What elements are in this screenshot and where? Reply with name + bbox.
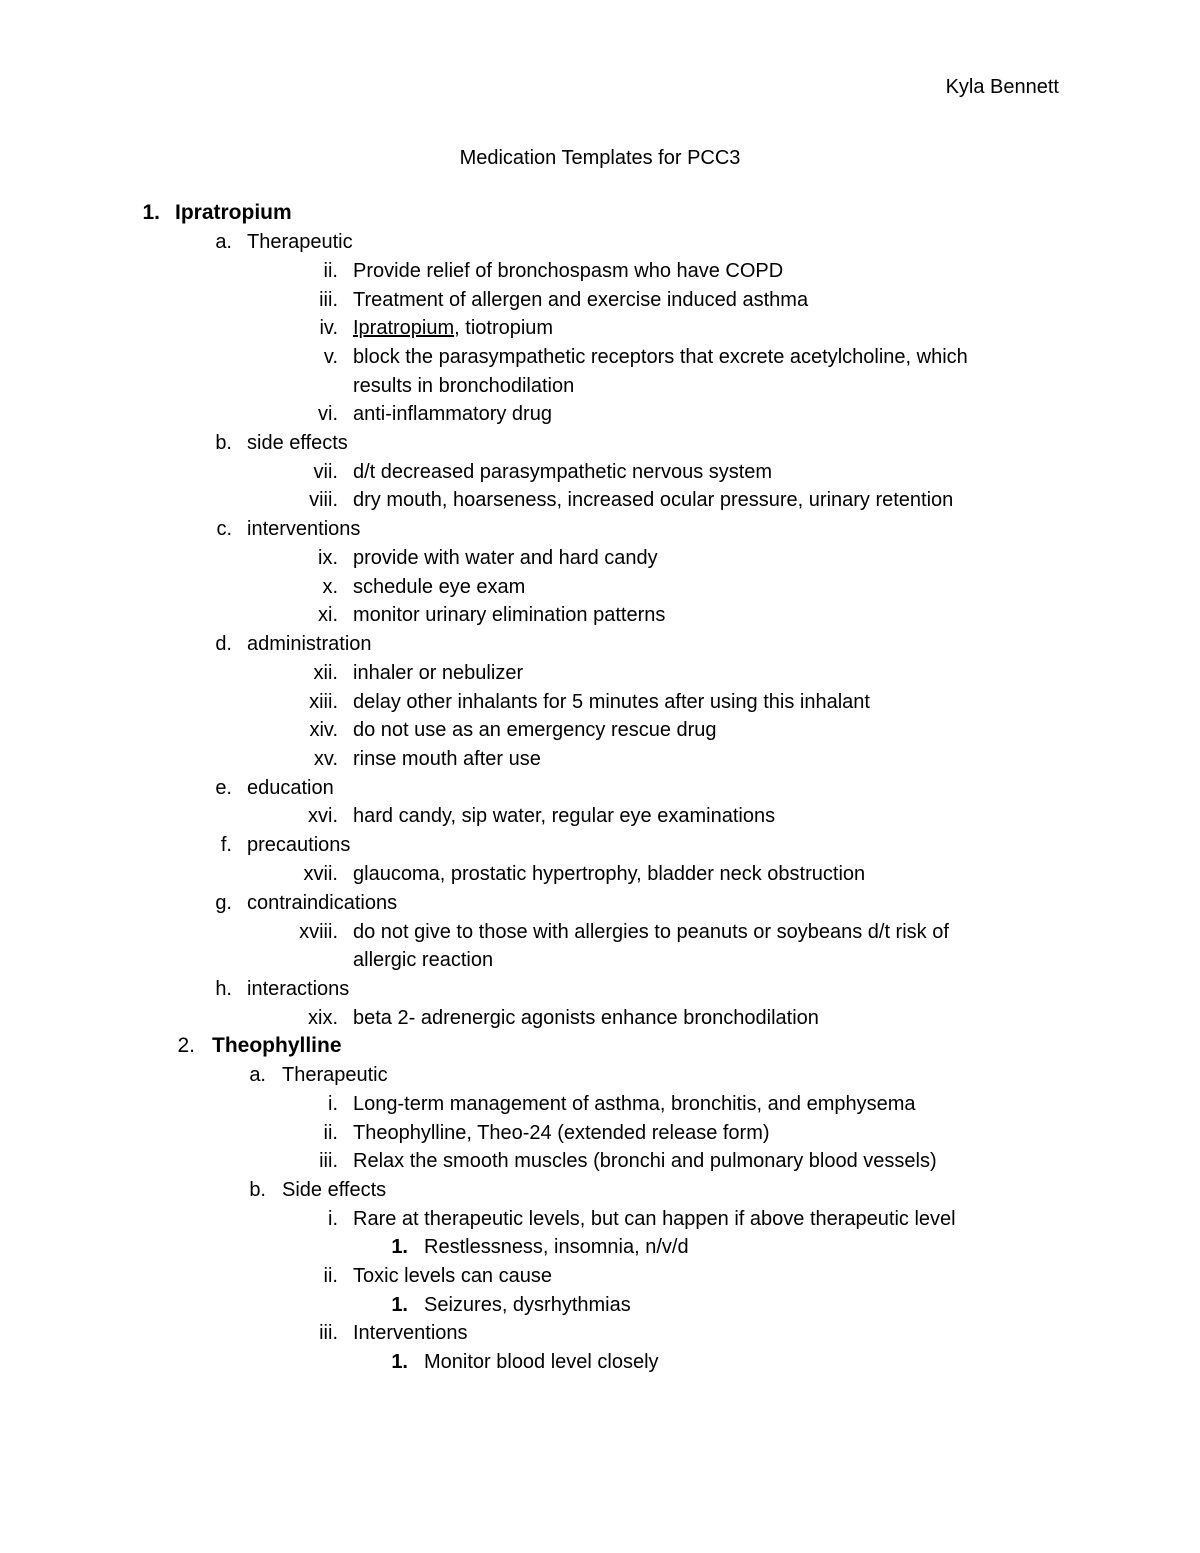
author-name: Kyla Bennett [945, 76, 1059, 98]
underlined-term: Ipratropium [353, 317, 455, 339]
document-page: Kyla Bennett Medication Templates for PCC3 1. Ipratropium a. Therapeutic ii. Provide relief of bronchospasm who have COPD iii. Treatment of allergen and exercise induced asthma iv. Ipratropium, tiotropium v. block the parasympathetic receptors that excrete acetylcholine, which results in bronchodilation vi. anti-inflammatory drug b. side effects vii. d/t decreased parasympathetic nervous system viii. dry mouth, hoarseness, increased ocular pressure, urinary retention c. interventions ix. provide with water and hard candy x. schedule eye exam xi. monitor urinary elimination patterns d. administration xii. inhaler or nebulizer xiii. delay other inhalants for 5 minutes after using this inhalant xiv. do not use as an emergency rescue drug xv. rinse mouth after use e. education xvi. hard candy, sip water, regular eye examinations f. precautions xvii. glaucoma, prostatic hypertrophy, bladder neck obstruction g. contraindications xviii. do not give to those with allergies to peanuts or soybeans d/t risk of allergic reaction h. interactions xix. beta 2- adrenergic agonists enhance bronchodilation 2. Theophylline a. Therapeutic i. Long-term management of asthma, bronchitis, and emphysema ii. Theophylline, Theo-24 (extended release form) iii. Relax the smooth muscles (bronchi and pulmonary blood vessels) b. Side effects i. Rare at therapeutic levels, but can happen if above therapeutic level 1. Restlessness, insomnia, n/v/d ii. Toxic levels can cause 1. Seizures, dysrhythmias iii. Interventions 1. Monitor blood level closely [0, 0, 1200, 1553]
document-title: Medication Templates for PCC3 [459, 147, 741, 169]
